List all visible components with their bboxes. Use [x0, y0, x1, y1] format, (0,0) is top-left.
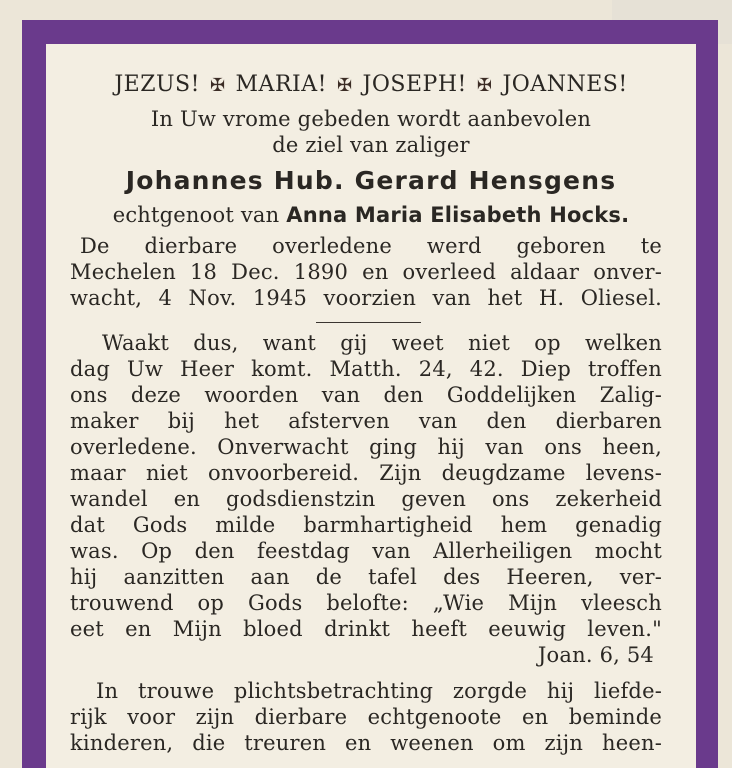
meditation-line: eet en Mijn bloed drinkt heeft eeuwig leven." — [70, 617, 662, 641]
meditation-line: maker bij het afsterven van den dierbaren — [70, 409, 662, 433]
spouse-line — [46, 202, 696, 228]
intro-line: In Uw vrome gebeden wordt aanbevolen — [150, 107, 592, 131]
invocation-word: JOSEPH! — [362, 72, 467, 97]
cross-icon: ✠ — [336, 75, 353, 96]
spouse-name: Anna Maria Elisabeth Hocks. — [286, 203, 630, 227]
separator-rule — [316, 322, 421, 323]
meditation-line: hij aanzitten aan de tafel des Heeren, ver- — [70, 565, 662, 589]
biography-line: Mechelen 18 Dec. 1890 en overleed aldaar onver- — [70, 260, 662, 284]
intro-line: de ziel van zaliger — [272, 133, 470, 157]
closing-line: In trouwe plichtsbetrachting zorgde hij liefde- — [96, 679, 662, 703]
meditation-line: trouwend op Gods belofte: „Wie Mijn vleesch — [70, 591, 662, 615]
invocation-heading — [46, 72, 696, 99]
meditation-line: was. Op den feestdag van Allerheiligen mocht — [70, 539, 662, 563]
meditation-line: ons deze woorden van den Goddelijken Zalig- — [70, 383, 662, 407]
meditation-line: overledene. Onverwacht ging hij van ons heen, — [70, 435, 662, 459]
spouse-prefix: echtgenoot van — [112, 203, 280, 227]
biography-line: wacht, 4 Nov. 1945 voorzien van het H. Oliesel. — [70, 286, 662, 310]
card-paper — [46, 44, 696, 768]
closing-line: kinderen, die treuren en weenen om zijn heen- — [70, 731, 662, 755]
meditation-line: maar niet onvoorbereid. Zijn deugdzame levens- — [70, 461, 662, 485]
meditation-line: Waakt dus, want gij weet niet op welken — [102, 331, 662, 355]
scripture-citation: Joan. 6, 54 — [537, 643, 654, 667]
deceased-name: Johannes Hub. Gerard Hensgens — [125, 166, 617, 195]
invocation-word: JOANNES! — [502, 72, 628, 97]
closing-line: rijk voor zijn dierbare echtgenoote en beminde — [70, 705, 662, 729]
meditation-line: wandel en godsdienstzin geven ons zekerheid — [70, 487, 662, 511]
biography-line: De dierbare overledene werd geboren te — [80, 234, 662, 258]
invocation-word: JEZUS! — [114, 72, 200, 97]
meditation-line: dat Gods milde barmhartigheid hem genadig — [70, 513, 662, 537]
meditation-line: dag Uw Heer komt. Matth. 24, 42. Diep troffen — [70, 357, 662, 381]
cross-icon: ✠ — [476, 75, 493, 96]
cross-icon: ✠ — [209, 75, 226, 96]
invocation-word: MARIA! — [235, 72, 327, 97]
